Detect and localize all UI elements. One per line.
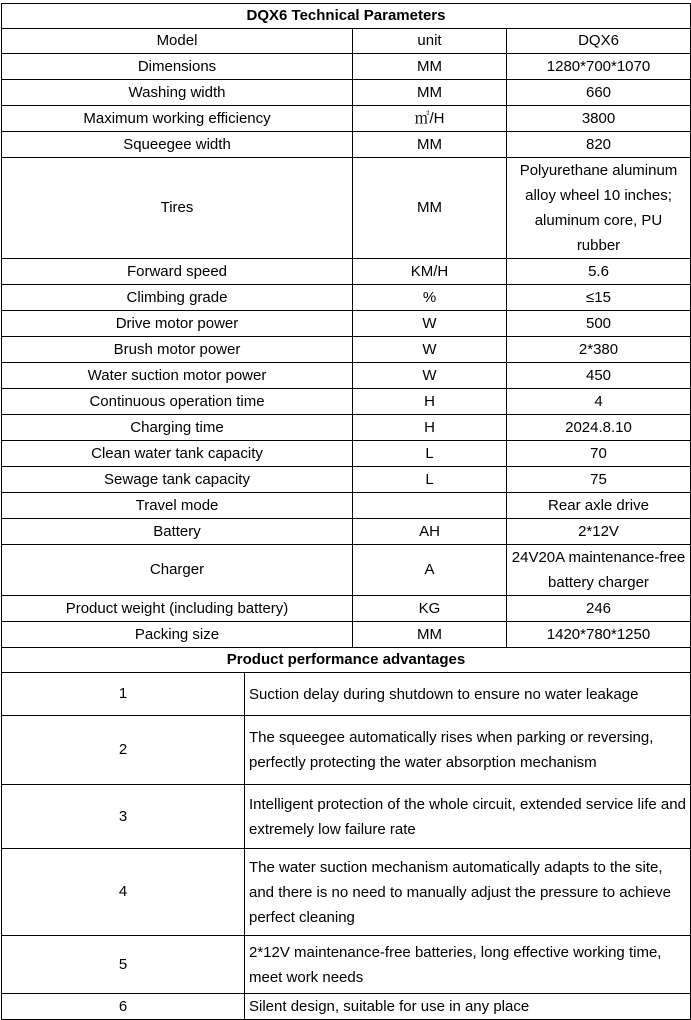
parameters-table xyxy=(1,3,691,673)
spec-row xyxy=(2,80,691,106)
spec-row xyxy=(2,363,691,389)
spec-value: 4 xyxy=(507,389,691,415)
spec-row xyxy=(2,467,691,493)
spec-name: Forward speed xyxy=(2,259,353,285)
spec-row xyxy=(2,106,691,132)
spec-name: Continuous operation time xyxy=(2,389,353,415)
spec-name: Charger xyxy=(2,545,353,596)
spec-row xyxy=(2,519,691,545)
advantage-text: Suction delay during shutdown to ensure no water leakage xyxy=(245,673,691,716)
spec-unit xyxy=(353,493,507,519)
spec-unit: AH xyxy=(353,519,507,545)
spec-name: Brush motor power xyxy=(2,337,353,363)
spec-name: Packing size xyxy=(2,622,353,648)
spec-row xyxy=(2,54,691,80)
spec-row xyxy=(2,259,691,285)
spec-unit: MM xyxy=(353,158,507,259)
spec-name: Travel mode xyxy=(2,493,353,519)
advantage-text: Intelligent protection of the whole circuit, extended service life and extremely low failure rate xyxy=(245,785,691,849)
spec-value: ≤15 xyxy=(507,285,691,311)
advantage-number: 5 xyxy=(2,936,245,994)
spec-name: Water suction motor power xyxy=(2,363,353,389)
spec-value: 660 xyxy=(507,80,691,106)
advantage-text: Silent design, suitable for use in any place xyxy=(245,994,691,1020)
spec-unit: L xyxy=(353,467,507,493)
spec-name: Clean water tank capacity xyxy=(2,441,353,467)
spec-value: 1280*700*1070 xyxy=(507,54,691,80)
advantages-table xyxy=(1,673,691,1020)
spec-row xyxy=(2,441,691,467)
advantage-number: 6 xyxy=(2,994,245,1020)
spec-value: 2024.8.10 xyxy=(507,415,691,441)
spec-unit: MM xyxy=(353,622,507,648)
spec-unit: ㎡/H xyxy=(353,106,507,132)
spec-value: 70 xyxy=(507,441,691,467)
spec-row xyxy=(2,311,691,337)
spec-name: Maximum working efficiency xyxy=(2,106,353,132)
spec-row xyxy=(2,622,691,648)
advantage-row xyxy=(2,936,691,994)
spec-value: Rear axle drive xyxy=(507,493,691,519)
spec-unit: H xyxy=(353,389,507,415)
spec-row xyxy=(2,158,691,259)
table-title: DQX6 Technical Parameters xyxy=(2,4,691,29)
advantage-text: 2*12V maintenance-free batteries, long effective working time, meet work needs xyxy=(245,936,691,994)
spec-row xyxy=(2,545,691,596)
header-unit: unit xyxy=(353,29,507,54)
spec-value: 2*380 xyxy=(507,337,691,363)
spec-value: 820 xyxy=(507,132,691,158)
spec-value: 24V20A maintenance-free battery charger xyxy=(507,545,691,596)
spec-name: Tires xyxy=(2,158,353,259)
spec-row xyxy=(2,389,691,415)
spec-row xyxy=(2,337,691,363)
spec-value: 5.6 xyxy=(507,259,691,285)
spec-name: Squeegee width xyxy=(2,132,353,158)
spec-value: 246 xyxy=(507,596,691,622)
spec-value: 75 xyxy=(507,467,691,493)
spec-value: 1420*780*1250 xyxy=(507,622,691,648)
spec-name: Charging time xyxy=(2,415,353,441)
spec-unit: KG xyxy=(353,596,507,622)
spec-unit: W xyxy=(353,337,507,363)
spec-unit: MM xyxy=(353,80,507,106)
advantage-row xyxy=(2,673,691,716)
advantage-number: 1 xyxy=(2,673,245,716)
advantage-row xyxy=(2,849,691,936)
advantage-number: 3 xyxy=(2,785,245,849)
spec-unit: A xyxy=(353,545,507,596)
spec-name: Washing width xyxy=(2,80,353,106)
spec-name: Climbing grade xyxy=(2,285,353,311)
spec-row xyxy=(2,285,691,311)
spec-unit: KM/H xyxy=(353,259,507,285)
advantage-number: 2 xyxy=(2,716,245,785)
spec-name: Drive motor power xyxy=(2,311,353,337)
header-model-value: DQX6 xyxy=(507,29,691,54)
spec-value: 3800 xyxy=(507,106,691,132)
spec-unit: L xyxy=(353,441,507,467)
spec-value: 450 xyxy=(507,363,691,389)
spec-name: Dimensions xyxy=(2,54,353,80)
spec-unit: % xyxy=(353,285,507,311)
advantages-title: Product performance advantages xyxy=(2,648,691,673)
spec-name: Product weight (including battery) xyxy=(2,596,353,622)
spec-name: Sewage tank capacity xyxy=(2,467,353,493)
header-model: Model xyxy=(2,29,353,54)
advantage-row xyxy=(2,716,691,785)
spec-unit: H xyxy=(353,415,507,441)
spec-unit: W xyxy=(353,311,507,337)
spec-row xyxy=(2,132,691,158)
advantage-number: 4 xyxy=(2,849,245,936)
header-row xyxy=(2,29,691,54)
spec-name: Battery xyxy=(2,519,353,545)
spec-value: Polyurethane aluminum alloy wheel 10 inches; aluminum core, PU rubber xyxy=(507,158,691,259)
spec-row xyxy=(2,596,691,622)
spec-unit: MM xyxy=(353,54,507,80)
title-row xyxy=(2,4,691,29)
spec-unit: W xyxy=(353,363,507,389)
spec-row xyxy=(2,493,691,519)
spec-sheet xyxy=(1,3,690,1020)
advantage-text: The water suction mechanism automatically adapts to the site, and there is no need to manually adjust the pressure to achieve perfect cleaning xyxy=(245,849,691,936)
advantage-text: The squeegee automatically rises when parking or reversing, perfectly protecting the water absorption mechanism xyxy=(245,716,691,785)
spec-unit: MM xyxy=(353,132,507,158)
advantage-row xyxy=(2,785,691,849)
advantages-title-row xyxy=(2,648,691,673)
spec-value: 2*12V xyxy=(507,519,691,545)
spec-row xyxy=(2,415,691,441)
spec-value: 500 xyxy=(507,311,691,337)
